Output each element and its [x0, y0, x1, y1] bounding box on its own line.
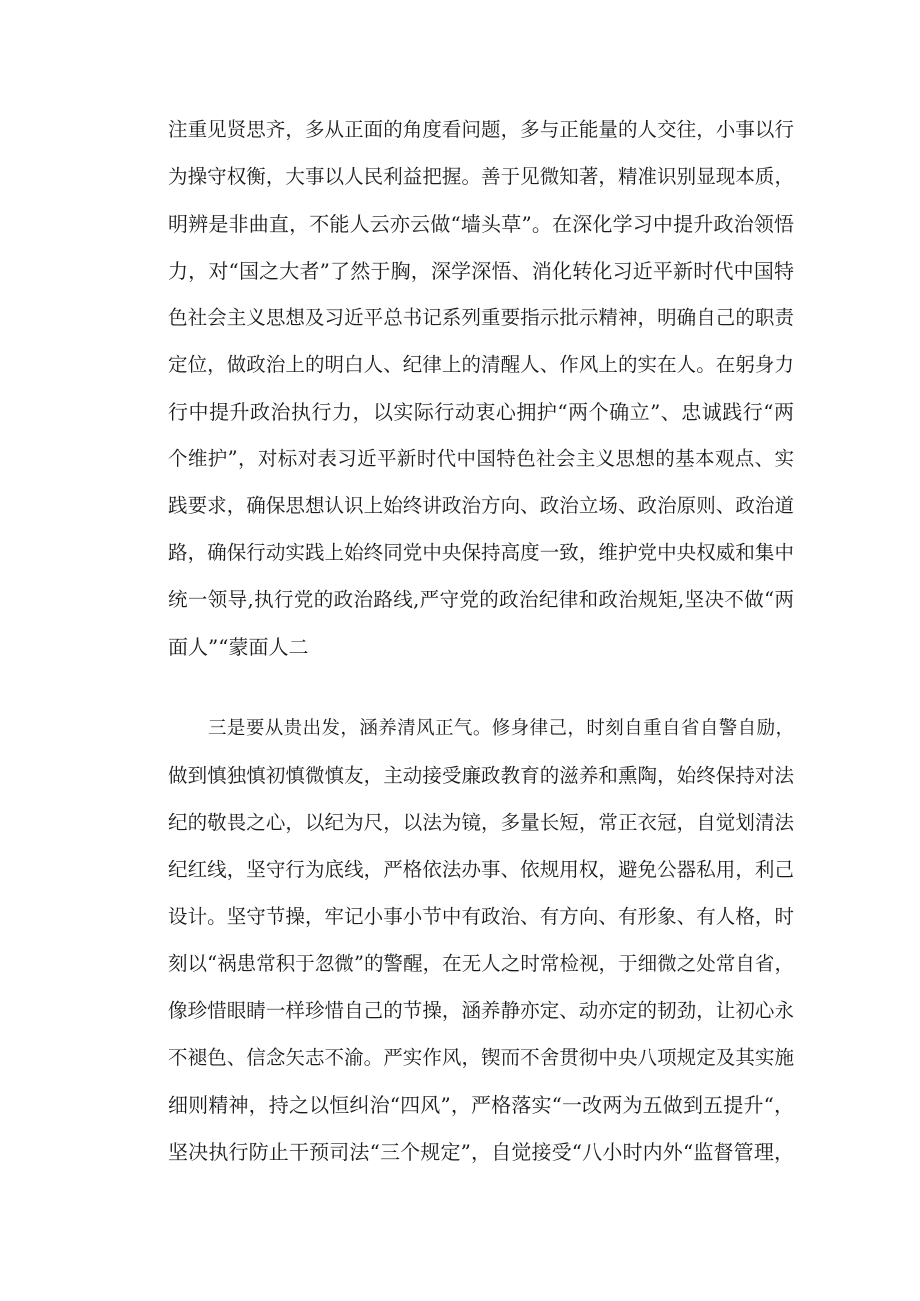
- paragraph-line: 做到慎独慎初慎微慎友，主动接受廉政教育的滋养和熏陶，始终保持对法: [168, 764, 794, 787]
- paragraph-line: 设计。坚守节操，牢记小事小节中有政治、有方向、有形象、有人格，时: [168, 905, 794, 928]
- paragraph-line: 不褪色、信念矢志不渝。严实作风，锲而不舍贯彻中央八项规定及其实施: [168, 1046, 794, 1069]
- paragraph-line: 为操守权衡，大事以人民利益把握。善于见微知著，精准识别显现本质，: [168, 165, 794, 188]
- paragraph-line: 定位，做政治上的明白人、纪律上的清醒人、作风上的实在人。在躬身力: [168, 353, 794, 376]
- paragraph-line: 统一领导,执行党的政治路线,严守党的政治纪律和政治规矩,坚决不做“两: [168, 588, 794, 611]
- paragraph-line: 色社会主义思想及习近平总书记系列重要指示批示精神，明确自己的职责: [168, 306, 794, 329]
- paragraph-line: 力，对“国之大者”了然于胸，深学深悟、消化转化习近平新时代中国特: [168, 259, 794, 283]
- paragraph-line: 路，确保行动实践上始终同党中央保持高度一致，维护党中央权威和集中: [168, 541, 794, 564]
- paragraph-line: 刻以“祸患常积于忽微”的警醒，在无人之时常检视，于细微之处常自省，: [168, 952, 794, 975]
- paragraph-line: 纪红线，坚守行为底线，严格依法办事、依规用权，避免公器私用，利己: [168, 858, 794, 881]
- paragraph-line: 明辨是非曲直，不能人云亦云做“墙头草”。在深化学习中提升政治领悟: [168, 212, 794, 236]
- paragraph-line: 细则精神，持之以恒纠治“四风”，严格落实“一改两为五做到五提升“，: [168, 1093, 794, 1117]
- paragraph-line: 践要求，确保思想认识上始终讲政治方向、政治立场、政治原则、政治道: [168, 494, 794, 517]
- paragraph-line: 面人”“蒙面人二: [168, 635, 309, 659]
- paragraph-line: 注重见贤思齐，多从正面的角度看问题，多与正能量的人交往，小事以行: [168, 118, 794, 141]
- paragraph-line: 坚决执行防止干预司法“三个规定”，自觉接受“八小时内外“监督管理，: [168, 1140, 794, 1164]
- paragraph-line: 行中提升政治执行力，以实际行动衷心拥护“两个确立”、忠诚践行“两: [168, 400, 794, 424]
- paragraph-line: 三是要从贵出发，涵养清风正气。修身律己，时刻自重自省自警自励，: [208, 718, 794, 739]
- paragraph-line: 像珍惜眼睛一样珍惜自己的节操，涵养静亦定、动亦定的韧劲，让初心永: [168, 999, 794, 1022]
- paragraph-line: 纪的敬畏之心，以纪为尺，以法为镜，多量长短，常正衣冠，自觉划清法: [168, 811, 794, 834]
- paragraph-line: 个维护”，对标对表习近平新时代中国特色社会主义思想的基本观点、实: [168, 447, 794, 470]
